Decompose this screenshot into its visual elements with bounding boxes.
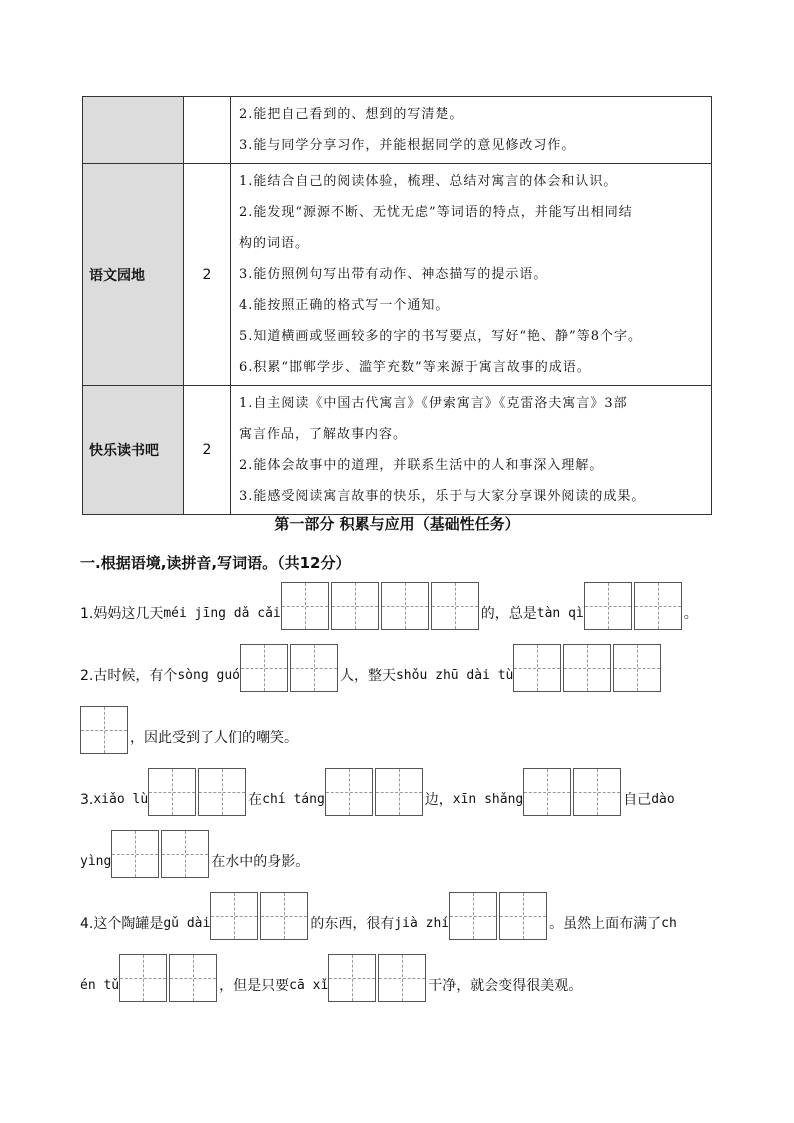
writing-box[interactable]	[290, 644, 338, 692]
writing-box[interactable]	[513, 644, 561, 692]
question-text: 2.古时候，有个	[80, 668, 178, 684]
writing-box[interactable]	[573, 768, 621, 816]
hours-cell: 2	[184, 164, 231, 386]
objective-item: 6.积累“邯郸学步、滥竽充数”等来源于寓言故事的成语。	[239, 360, 591, 375]
question-2-cont	[80, 706, 298, 754]
answer-grid[interactable]	[584, 582, 684, 630]
answer-grid[interactable]	[328, 954, 428, 1002]
objective-item: 2.能把自己看到的、想到的写清楚。	[239, 107, 464, 122]
pinyin: tàn qì	[536, 606, 584, 621]
writing-box[interactable]	[281, 582, 329, 630]
question-text: 的，总是	[480, 606, 537, 622]
pinyin: cā xǐ	[289, 978, 329, 993]
writing-box[interactable]	[328, 954, 376, 1002]
question-text: 在水中的身影。	[211, 854, 310, 870]
table-row	[83, 164, 712, 386]
writing-box[interactable]	[634, 582, 682, 630]
question-text: 边，	[424, 792, 453, 808]
hours-cell: 2	[184, 386, 231, 515]
objective-item: 构的词语。	[239, 236, 310, 251]
objective-item: 5.知道横画或竖画较多的字的书写要点，写好“艳、静”等8个字。	[239, 329, 642, 344]
writing-box[interactable]	[198, 768, 246, 816]
objectives-cell	[231, 386, 712, 515]
question-4	[80, 892, 677, 940]
answer-grid[interactable]	[513, 644, 663, 692]
writing-box[interactable]	[378, 954, 426, 1002]
writing-box[interactable]	[161, 830, 209, 878]
table-row	[83, 386, 712, 515]
writing-box[interactable]	[523, 768, 571, 816]
pinyin: shǒu zhū dài tù	[395, 668, 514, 683]
unit-name-cell	[83, 97, 184, 164]
section-title: 一.根据语境,读拼音,写词语。（共12分）	[80, 554, 351, 572]
question-text: 的东西，很有	[310, 916, 395, 932]
pinyin: chí táng	[262, 792, 325, 807]
writing-box[interactable]	[325, 768, 373, 816]
writing-box[interactable]	[499, 892, 547, 940]
writing-box[interactable]	[240, 644, 288, 692]
objective-item: 1.能结合自己的阅读体验，梳理、总结对寓言的体会和认识。	[239, 174, 618, 189]
question-text: 3.	[80, 792, 94, 808]
answer-grid[interactable]	[80, 706, 130, 754]
question-text: 在	[248, 792, 263, 808]
question-3-cont	[80, 830, 309, 878]
objective-item: 寓言作品，了解故事内容。	[239, 427, 408, 442]
pinyin: gǔ dài	[163, 916, 211, 931]
answer-grid[interactable]	[119, 954, 219, 1002]
writing-box[interactable]	[119, 954, 167, 1002]
pinyin: xiǎo lù	[93, 792, 149, 807]
writing-box[interactable]	[260, 892, 308, 940]
answer-grid[interactable]	[523, 768, 623, 816]
pinyin: xīn shǎng	[452, 792, 524, 807]
question-text: 。虽然上面布满了	[549, 916, 662, 932]
pinyin: én tǔ	[80, 978, 120, 993]
question-text: 1.妈妈这几天	[80, 606, 164, 622]
writing-box[interactable]	[449, 892, 497, 940]
answer-grid[interactable]	[210, 892, 310, 940]
part-heading: 第一部分 积累与应用（基础性任务）	[274, 515, 520, 533]
writing-box[interactable]	[381, 582, 429, 630]
writing-box[interactable]	[169, 954, 217, 1002]
writing-box[interactable]	[613, 644, 661, 692]
question-text: 干净，就会变得很美观。	[428, 978, 583, 994]
objective-item: 3.能感受阅读寓言故事的快乐，乐于与大家分享课外阅读的成果。	[239, 489, 646, 504]
answer-grid[interactable]	[449, 892, 549, 940]
writing-box[interactable]	[331, 582, 379, 630]
writing-box[interactable]	[375, 768, 423, 816]
unit-name-cell: 快乐读书吧	[83, 386, 184, 515]
answer-grid[interactable]	[240, 644, 340, 692]
objectives-cell	[231, 97, 712, 164]
objectives-table	[82, 96, 712, 515]
question-text: 自己	[623, 792, 652, 808]
objective-item: 3.能与同学分享习作，并能根据同学的意见修改习作。	[239, 138, 576, 153]
writing-box[interactable]	[111, 830, 159, 878]
pinyin: sòng guó	[177, 668, 240, 683]
objective-item: 3.能仿照例句写出带有动作、神态描写的提示语。	[239, 267, 548, 282]
unit-name-cell: 语文园地	[83, 164, 184, 386]
objectives-cell	[231, 164, 712, 386]
hours-cell	[184, 97, 231, 164]
answer-grid[interactable]	[111, 830, 211, 878]
objective-item: 2.能体会故事中的道理，并联系生活中的人和事深入理解。	[239, 458, 604, 473]
pinyin: jià zhí	[394, 916, 450, 931]
writing-box[interactable]	[80, 706, 128, 754]
answer-grid[interactable]	[325, 768, 425, 816]
table-row	[83, 97, 712, 164]
question-1	[80, 582, 698, 630]
pinyin: méi jīng dǎ cǎi	[163, 606, 281, 621]
answer-grid[interactable]	[281, 582, 481, 630]
question-text: 4.这个陶罐是	[80, 916, 164, 932]
answer-grid[interactable]	[148, 768, 248, 816]
pinyin: dào	[651, 792, 675, 807]
objective-item: 1.自主阅读《中国古代寓言》《伊索寓言》《克雷洛夫寓言》3部	[239, 396, 628, 411]
objective-item: 4.能按照正确的格式写一个通知。	[239, 298, 450, 313]
question-4-cont	[80, 954, 582, 1002]
question-3	[80, 768, 675, 816]
pinyin: ch	[661, 916, 677, 931]
question-2	[80, 644, 663, 692]
question-text: 。	[683, 606, 698, 622]
question-text: 人，整天	[339, 668, 396, 684]
writing-box[interactable]	[563, 644, 611, 692]
pinyin: yìng	[80, 854, 112, 869]
writing-box[interactable]	[431, 582, 479, 630]
question-text: ，但是只要	[219, 978, 290, 994]
question-text: ，因此受到了人们的嘲笑。	[130, 730, 298, 746]
writing-box[interactable]	[584, 582, 632, 630]
writing-box[interactable]	[210, 892, 258, 940]
objective-item: 2.能发现“源源不断、无忧无虑”等词语的特点，并能写出相同结	[239, 205, 633, 220]
writing-box[interactable]	[148, 768, 196, 816]
